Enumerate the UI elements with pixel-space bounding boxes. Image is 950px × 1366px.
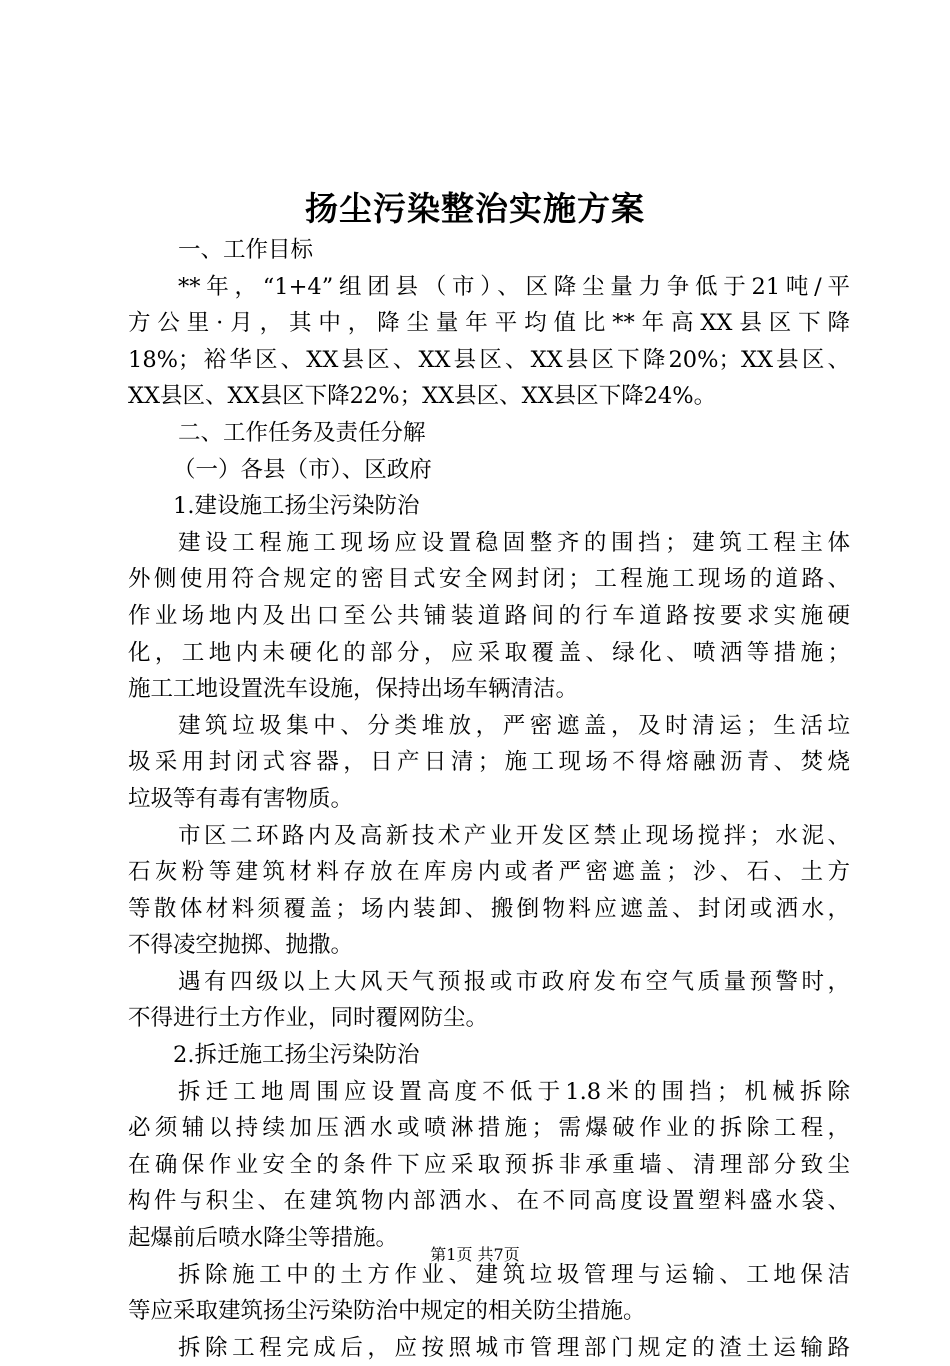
- paragraph-line: 拆除工程完成后，应按照城市管理部门规定的渣土运输路: [178, 1334, 850, 1361]
- paragraph-line: 圾采用封闭式容器，日产日清；施工现场不得熔融沥青、焚烧: [128, 749, 850, 776]
- paragraph-line: 建筑垃圾集中、分类堆放，严密遮盖，及时清运；生活垃: [178, 712, 850, 739]
- paragraph-line: 不得凌空抛掷、抛撒。: [128, 932, 354, 959]
- document-title: 扬尘污染整治实施方案: [305, 189, 645, 228]
- paragraph-line: 等散体材料须覆盖；场内装卸、搬倒物料应遮盖、封闭或洒水，: [128, 895, 850, 922]
- subsection-heading: （一）各县（市）、区政府: [173, 456, 432, 483]
- paragraph-line: 在确保作业安全的条件下应采取预拆非承重墙、清理部分致尘: [128, 1151, 850, 1178]
- paragraph-line: 必须辅以持续加压洒水或喷淋措施；需爆破作业的拆除工程，: [128, 1115, 850, 1142]
- paragraph-line: 起爆前后喷水降尘等措施。: [128, 1225, 399, 1252]
- document-body: [128, 232, 850, 1366]
- paragraph-line: 18%；裕华区、XX县区、XX县区、XX县区下降20%；XX县区、: [128, 346, 850, 373]
- paragraph-line: **年，“1+4”组团县（市）、区降尘量力争低于21吨/平: [178, 273, 850, 300]
- paragraph-line: 构件与积尘、在建筑物内部洒水、在不同高度设置塑料盛水袋、: [128, 1188, 850, 1215]
- paragraph-line: 化，工地内未硬化的部分，应采取覆盖、绿化、喷洒等措施；: [128, 639, 850, 666]
- paragraph-line: 方公里·月，其中，降尘量年平均值比**年高XX县区下降: [128, 310, 850, 337]
- paragraph-line: 作业场地内及出口至公共铺装道路间的行车道路按要求实施硬: [128, 602, 850, 629]
- item-heading: 2.拆迁施工扬尘污染防治: [173, 1042, 420, 1069]
- paragraph-line: 等应采取建筑扬尘污染防治中规定的相关防尘措施。: [128, 1298, 646, 1325]
- paragraph-line: 拆迁工地周围应设置高度不低于1.8米的围挡；机械拆除: [178, 1078, 850, 1105]
- paragraph-line: 垃圾等有毒有害物质。: [128, 785, 354, 812]
- section-heading: 二、工作任务及责任分解: [178, 419, 426, 446]
- paragraph-line: 不得进行土方作业，同时覆网防尘。: [128, 1005, 489, 1032]
- paragraph-line: 建设工程施工现场应设置稳固整齐的围挡；建筑工程主体: [178, 529, 850, 556]
- paragraph-line: 施工工地设置洗车设施，保持出场车辆清洁。: [128, 676, 579, 703]
- paragraph-line: 拆除施工中的土方作业、建筑垃圾管理与运输、工地保洁: [178, 1261, 850, 1288]
- section-heading: 一、工作目标: [178, 237, 314, 263]
- paragraph-line: XX县区、XX县区下降22%；XX县区、XX县区下降24%。: [128, 383, 717, 410]
- paragraph-line: 遇有四级以上大风天气预报或市政府发布空气质量预警时，: [178, 968, 850, 995]
- item-heading: 1.建设施工扬尘污染防治: [173, 493, 420, 520]
- page-footer: 第1页 共7页: [430, 1245, 520, 1264]
- paragraph-line: 外侧使用符合规定的密目式安全网封闭；工程施工现场的道路、: [128, 566, 850, 593]
- paragraph-line: 市区二环路内及高新技术产业开发区禁止现场搅拌；水泥、: [178, 822, 850, 849]
- paragraph-line: 石灰粉等建筑材料存放在库房内或者严密遮盖；沙、石、土方: [128, 859, 850, 886]
